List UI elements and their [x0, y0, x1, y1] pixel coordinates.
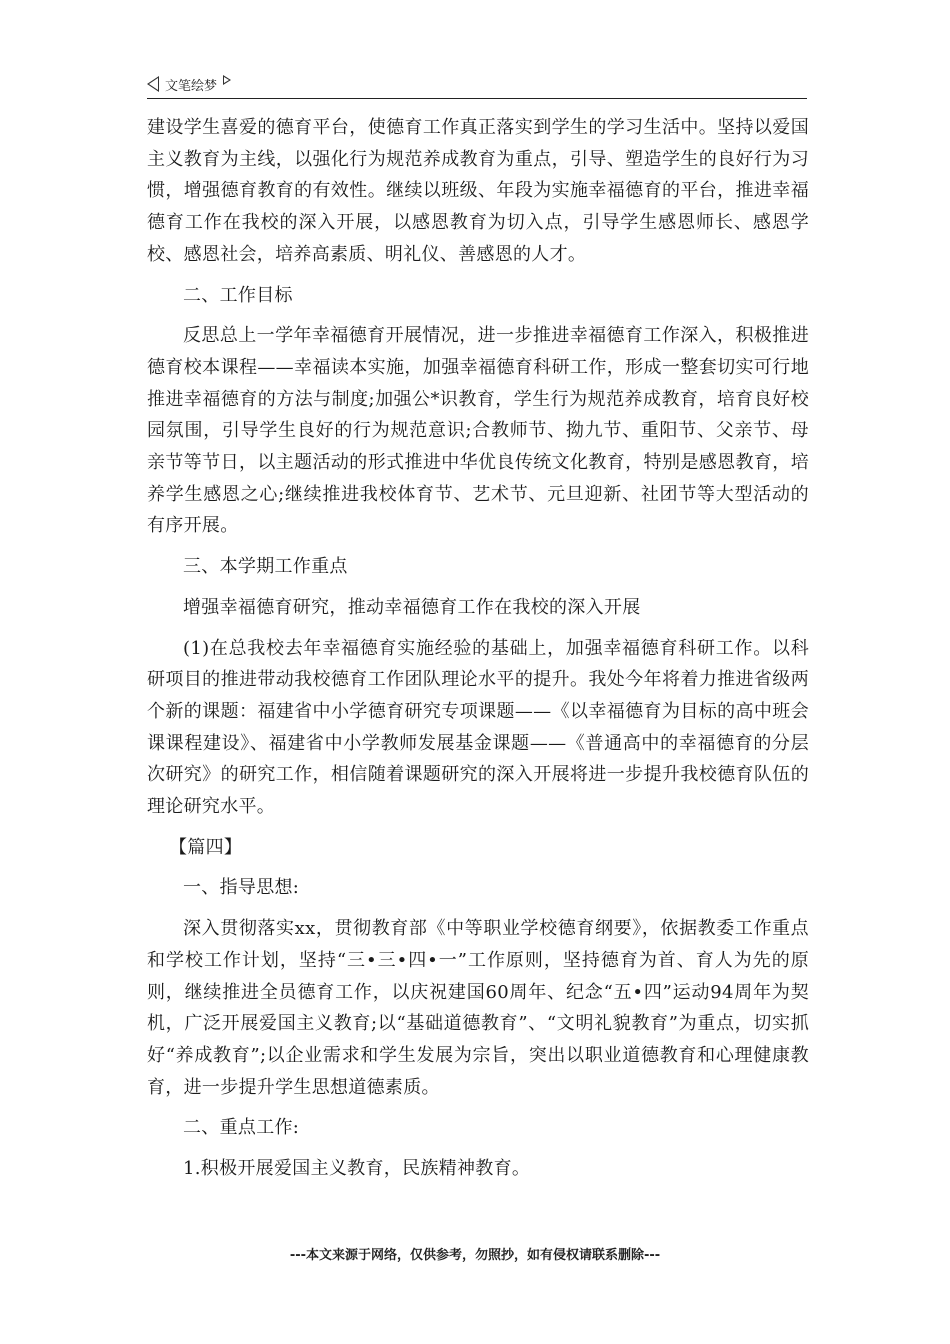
- paragraph-guiding-ideology: 深入贯彻落实xx，贯彻教育部《中等职业学校德育纲要》，依据教委工作重点和学校工作计划，坚持“三•三•四•一”工作原则，坚持德育为首、育人为先的原则，继续推进全员德育工作，以庆祝建国60周年、纪念“五•四”运动94周年为契机，广泛开展爱国主义教育;以“基础道德教育”、“文明礼貌教育”为重点，切实抓好“养成教育”;以企业需求和学生发展为宗旨，突出以职业道德教育和心理健康教育，进一步提升学生思想道德素质。: [147, 918, 809, 1098]
- heading-semester-focus: 三、本学期工作重点: [183, 556, 348, 578]
- paragraph-work-goals: 反思总上一学年幸福德育开展情况，进一步推进幸福德育工作深入，积极推进德育校本课程——幸福读本实施，加强幸福德育科研工作，形成一整套切实可行地推进幸福德育的方法与制度;加强公*识教育，学生行为规范养成教育，培育良好校园氛围，引导学生良好的行为规范意识;合教师节、拗九节、重阳节、父亲节、母亲节等节日，以主题活动的形式推进中华优良传统文化教育，特别是感恩教育，培养学生感恩之心;继续推进我校体育节、艺术节、元旦迎新、社团节等大型活动的有序开展。: [147, 325, 809, 537]
- list-item-patriotic-education: 1.积极开展爱国主义教育，民族精神教育。: [183, 1158, 531, 1180]
- page-header: [147, 70, 807, 99]
- heading-key-work: 二、重点工作:: [183, 1117, 300, 1139]
- heading-guiding-ideology: 一、指导思想:: [183, 877, 300, 899]
- paragraph-focus-summary: 增强幸福德育研究，推动幸福德育工作在我校的深入开展: [183, 596, 641, 618]
- paragraph-research-item: (1)在总我校去年幸福德育实施经验的基础上，加强幸福德育科研工作。以科研项目的推进带动我校德育工作团队理论水平的提升。我处今年将着力推进省级两个新的课题：福建省中小学德育研究专项课题——《以幸福德育为目标的高中班会课课程建设》、福建省中小学教师发展基金课题——《普通高中的幸福德育的分层次研究》的研究工作，相信随着课题研究的深入开展将进一步提升我校德育队伍的理论研究水平。: [147, 637, 809, 818]
- page-footer-disclaimer: ---本文来源于网络，仅供参考，勿照抄，如有侵权请联系删除---: [289, 1248, 661, 1263]
- triangle-left-icon: [147, 76, 159, 92]
- section-title-part-four: 【篇四】: [169, 836, 243, 858]
- paragraph-intro-continued: 建设学生喜爱的德育平台，使德育工作真正落实到学生的学习生活中。坚持以爱国主义教育为主线，以强化行为规范养成教育为重点，引导、塑造学生的良好行为习惯，增强德育教育的有效性。继续以班级、年段为实施幸福德育的平台，推进幸福德育工作在我校的深入开展，以感恩教育为切入点，引导学生感恩师长、感恩学校、感恩社会，培养高素质、明礼仪、善感恩的人才。: [147, 117, 809, 265]
- document-body: [147, 112, 809, 1185]
- brand-name: 文笔绘梦: [165, 78, 218, 94]
- heading-work-goals: 二、工作目标: [183, 284, 293, 306]
- triangle-right-icon: [223, 75, 231, 85]
